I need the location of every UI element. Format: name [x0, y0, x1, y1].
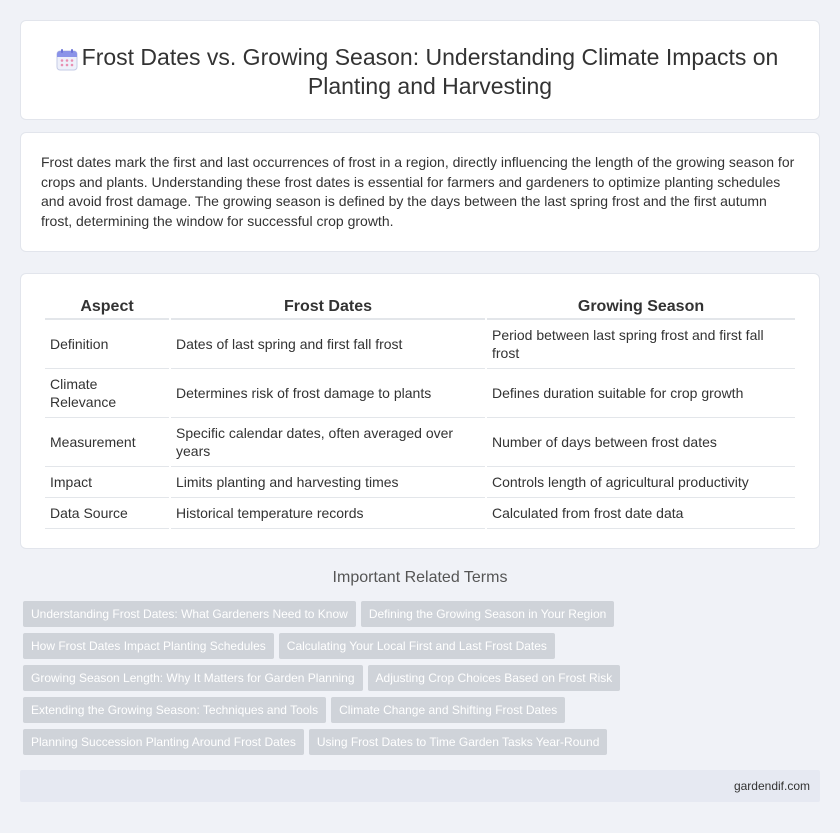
table-cell: Period between last spring frost and first fall frost	[487, 320, 795, 369]
related-terms-heading: Important Related Terms	[332, 569, 508, 586]
related-term-link[interactable]: Extending the Growing Season: Techniques and Tools	[23, 697, 326, 723]
related-term-link[interactable]: Using Frost Dates to Time Garden Tasks Year-Round	[309, 729, 608, 755]
footer-bar	[20, 770, 820, 802]
table-row	[45, 498, 795, 529]
related-term-link[interactable]: Defining the Growing Season in Your Region	[361, 601, 615, 627]
related-term-link[interactable]: Planning Succession Planting Around Frost Dates	[23, 729, 304, 755]
table-cell: Controls length of agricultural productivity	[487, 467, 795, 498]
related-term-link[interactable]: Understanding Frost Dates: What Gardeners Need to Know	[23, 601, 356, 627]
table-header-row	[45, 294, 795, 320]
header-card	[20, 20, 820, 120]
table-cell: Limits planting and harvesting times	[171, 467, 485, 498]
column-header-growing-season: Growing Season	[487, 294, 795, 320]
table-cell: Defines duration suitable for crop growth	[487, 369, 795, 418]
table-cell: Definition	[45, 320, 169, 369]
table-cell: Measurement	[45, 418, 169, 467]
intro-paragraph: Frost dates mark the first and last occurrences of frost in a region, directly influencing the length of the growing season for crops and plants. Understanding these frost dates is essential for farmers and gardeners to optimize planting schedules and avoid frost damage. The growing season is defined by the days between the last spring frost and the first autumn frost, determining the window for successful crop growth.	[41, 154, 795, 229]
table-row	[45, 467, 795, 498]
table-cell: Dates of last spring and first fall frost	[171, 320, 485, 369]
intro-card	[20, 132, 820, 252]
table-cell: Historical temperature records	[171, 498, 485, 529]
column-header-aspect: Aspect	[45, 294, 169, 320]
comparison-table-card	[20, 273, 820, 549]
footer-domain[interactable]: gardendif.com	[733, 779, 810, 793]
table-cell: Data Source	[45, 498, 169, 529]
table-row	[45, 369, 795, 418]
related-term-link[interactable]: Calculating Your Local First and Last Frost Dates	[279, 633, 555, 659]
table-cell: Calculated from frost date data	[487, 498, 795, 529]
table-cell: Specific calendar dates, often averaged over years	[171, 418, 485, 467]
related-term-link[interactable]: How Frost Dates Impact Planting Schedules	[23, 633, 274, 659]
column-header-frost-dates: Frost Dates	[171, 294, 485, 320]
related-term-link[interactable]: Climate Change and Shifting Frost Dates	[331, 697, 565, 723]
table-row	[45, 320, 795, 369]
table-row	[45, 418, 795, 467]
page-title: Frost Dates vs. Growing Season: Understanding Climate Impacts on Planting and Harvesting	[81, 44, 779, 99]
table-cell: Climate Relevance	[45, 369, 169, 418]
comparison-table	[43, 294, 797, 529]
table-cell: Impact	[45, 467, 169, 498]
related-term-link[interactable]: Adjusting Crop Choices Based on Frost Risk	[368, 665, 621, 691]
related-terms-list	[23, 601, 823, 761]
related-term-link[interactable]: Growing Season Length: Why It Matters for Garden Planning	[23, 665, 363, 691]
table-cell: Determines risk of frost damage to plants	[171, 369, 485, 418]
table-cell: Number of days between frost dates	[487, 418, 795, 467]
